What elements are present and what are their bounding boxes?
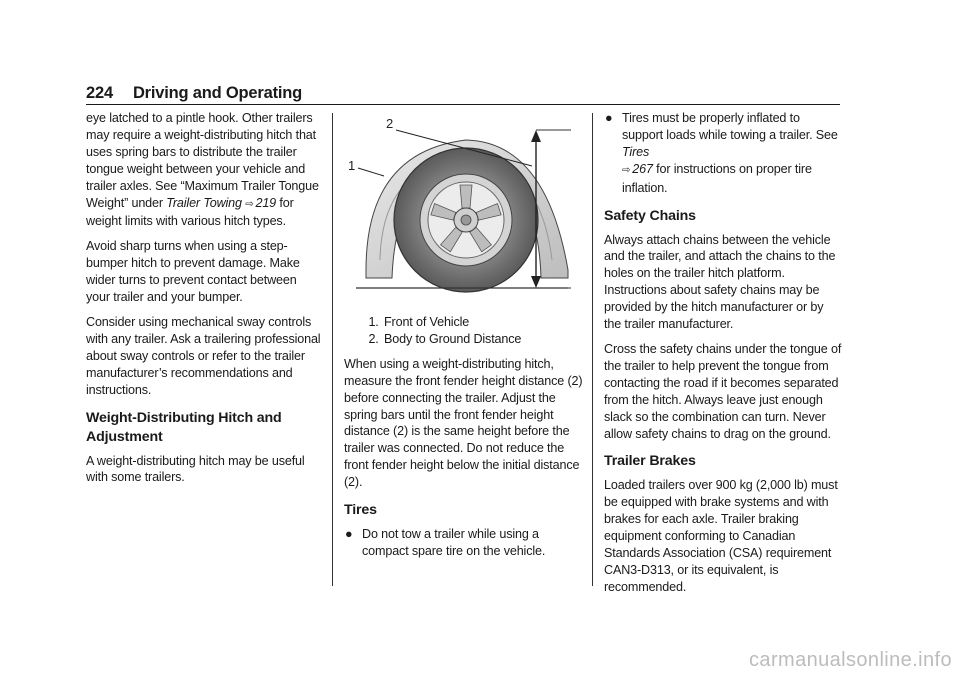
callout-label-1: 1	[348, 158, 356, 173]
paragraph-measure-fender: When using a weight-distributing hitch, measure the front fender height distance (2) before connecting the trailer. Adjust the spring bars until the front fender height distance (2) is the same height before the trailer was connected. Do not reduce the front fender height below the initial distance (2).	[344, 356, 583, 490]
link-page-267[interactable]: 267	[632, 161, 653, 176]
list-item: ● Do not tow a trailer while using a compact spare tire on the vehicle.	[345, 527, 546, 558]
column-divider-1	[332, 113, 333, 586]
watermark: carmanualsonline.info	[749, 649, 952, 671]
link-trailer-towing[interactable]: Trailer Towing	[166, 195, 242, 210]
link-tires[interactable]: Tires	[622, 144, 650, 159]
paragraph-hitch-types: eye latched to a pintle hook. Other trailers may require a weight-distributing hitch that uses spring bars to distribute the trailer tongue weight between your vehicle and trailer axles. See “Maximum Trailer Tongue Weight” under Trailer Towing ⇨ 219 for weight limits with various hitch types.	[86, 111, 319, 229]
callout-label-2: 2	[386, 116, 394, 131]
page-ref-arrow-icon: ⇨	[622, 164, 631, 176]
header-rule	[86, 104, 840, 105]
list-item: ● Tires must be properly inflated to support loads while towing a trailer. See Tires ⇨ 267 for instructions on proper tire inflation.	[605, 111, 838, 195]
paragraph-brakes: Loaded trailers over 900 kg (2,000 lb) must be equipped with brake systems and with brakes for each axle. Trailer braking equipment conforming to Canadian Standards Association (CSA) requirement CAN3-D313, or its equivalent, is recommended.	[604, 478, 838, 594]
heading-tires: Tires	[344, 502, 377, 519]
column-2	[344, 110, 584, 568]
column-3	[604, 110, 842, 604]
link-page-219[interactable]: 219	[255, 195, 277, 210]
paragraph-attach-chains: Always attach chains between the vehicle and the trailer, and attach the chains to the holes on the trailer hitch platform. Instructions about safety chains may be provided by the hitch manufacturer or by the trailer manufacturer.	[604, 232, 836, 332]
heading-weight-distributing-hitch: Weight-Distributing Hitch and Adjustment	[86, 409, 282, 445]
figure-legend	[344, 314, 584, 348]
heading-safety-chains: Safety Chains	[604, 207, 696, 224]
tires-list-continued	[604, 110, 842, 197]
bullet-icon: ●	[605, 111, 613, 125]
column-divider-2	[592, 113, 593, 586]
paragraph-cross-chains: Cross the safety chains under the tongue of the trailer to help prevent the tongue from contacting the road if it becomes separated from the hitch. Always leave just enough slack so the combination can turn. Never allow safety chains to drag on the ground.	[604, 341, 842, 441]
paragraph-sharp-turns: Avoid sharp turns when using a step-bumper hitch to prevent damage. Make wider turns to prevent contact between your trailer and your bumper.	[86, 239, 300, 305]
legend-item: 1. Front of Vehicle	[382, 314, 584, 331]
page-number: 224	[86, 84, 113, 102]
legend-item: 2. Body to Ground Distance	[382, 331, 584, 348]
paragraph-sway-controls: Consider using mechanical sway controls with any trailer. Ask a trailering professional about sway controls or refer to the trailer manufacturer’s recommendations and instructions.	[86, 314, 321, 397]
section-title: Driving and Operating	[132, 84, 303, 102]
fender-height-illustration	[346, 110, 576, 300]
tires-list	[344, 526, 584, 560]
page-ref-arrow-icon: ⇨	[245, 198, 254, 210]
bullet-icon: ●	[345, 527, 353, 542]
paragraph-hitch-useful: A weight-distributing hitch may be useful with some trailers.	[86, 453, 305, 485]
fender-height-figure	[346, 110, 576, 300]
page-header	[86, 84, 302, 103]
heading-trailer-brakes: Trailer Brakes	[604, 453, 696, 470]
column-1	[86, 110, 322, 494]
